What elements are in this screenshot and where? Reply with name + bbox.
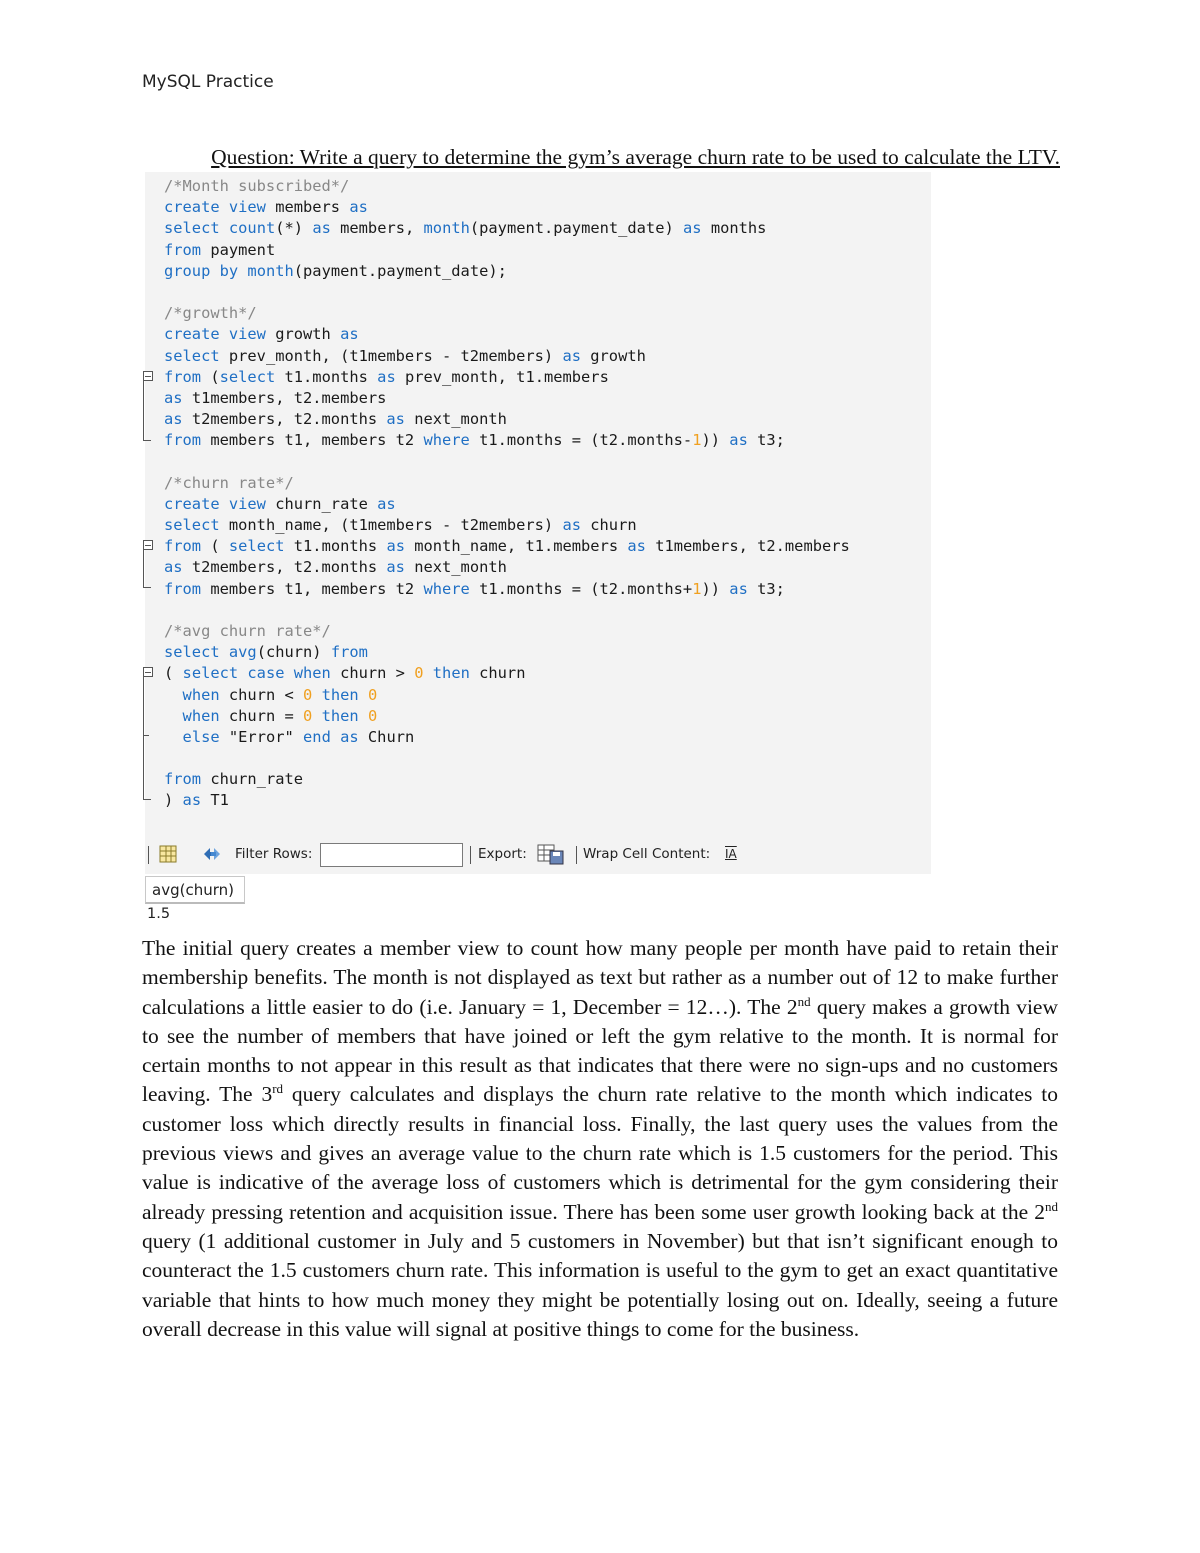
code-line[interactable]: [164, 261, 850, 282]
code-token: then: [432, 664, 470, 683]
code-token: select: [164, 643, 220, 662]
code-token: t1members, t2.members: [182, 388, 387, 407]
code-token: [164, 707, 183, 725]
code-token: /*Month subscribed*/: [164, 177, 350, 195]
filter-rows-label: Filter Rows:: [235, 846, 313, 862]
code-line[interactable]: [164, 727, 850, 748]
wrap-cell-content-icon[interactable]: IA: [725, 847, 737, 861]
code-token: as: [683, 219, 702, 238]
code-token: as: [182, 791, 202, 810]
code-line[interactable]: [164, 557, 850, 578]
code-token: T1: [201, 791, 229, 810]
code-token: select: [219, 367, 276, 386]
code-token: 0: [367, 706, 378, 725]
code-token: [164, 686, 183, 704]
code-token: t1members, t2.members: [645, 537, 850, 556]
wrap-cell-content-label: Wrap Cell Content:: [583, 846, 711, 862]
code-token: 0: [414, 664, 424, 683]
code-line[interactable]: [164, 600, 850, 621]
code-token: next_month: [404, 410, 507, 429]
code-token: then: [321, 685, 359, 704]
code-line[interactable]: [164, 388, 850, 409]
code-token: when: [182, 685, 220, 704]
code-token: create view: [164, 325, 266, 344]
code-line[interactable]: [164, 473, 850, 494]
code-token: churn_rate: [265, 494, 378, 513]
code-token: else: [182, 727, 220, 746]
code-token: as: [729, 579, 748, 598]
code-token: 0: [303, 685, 313, 704]
code-token: growth: [581, 346, 646, 365]
paragraph-text: query calculates and displays the churn rate relative to the month which indicates to customer loss which directly results in financial loss. Finally, the last query uses the values from the previous views and gives an average value to the churn rate which is 1.5 customers for the period. This value is indicative of the average loss of customers which is detrimental for the gym considering their already pressing retention and acquisition issue. There has been some user growth looking back at the 2: [142, 1082, 1059, 1224]
code-token: prev_month, (t1members - t2members): [219, 346, 563, 365]
toolbar-separator: [470, 846, 471, 864]
code-token: month: [247, 261, 294, 280]
code-token: 0: [303, 706, 313, 725]
code-token: month_name, t1.members: [404, 537, 628, 556]
code-token: (*): [275, 219, 313, 238]
code-token: as: [164, 558, 183, 577]
code-token: months: [701, 219, 767, 238]
fold-toggle-icon[interactable]: [143, 667, 153, 677]
fold-guide: [143, 550, 154, 587]
code-token: churn_rate: [201, 770, 304, 789]
code-line[interactable]: [164, 240, 850, 261]
code-line[interactable]: [164, 515, 850, 536]
code-token: )): [701, 431, 730, 450]
code-token: growth: [265, 325, 341, 344]
code-token: select: [164, 346, 220, 365]
code-token: [312, 686, 321, 704]
code-token: t2members, t2.months: [182, 558, 387, 577]
code-token: as: [377, 494, 396, 513]
code-token: as: [340, 325, 359, 344]
code-line[interactable]: [164, 303, 850, 324]
code-token: members,: [330, 219, 424, 238]
export-label: Export:: [478, 846, 527, 862]
code-line[interactable]: [164, 197, 850, 218]
ordinal-suffix: nd: [797, 993, 811, 1009]
code-token: churn: [581, 516, 637, 534]
code-token: Churn: [358, 727, 415, 746]
filter-rows-input[interactable]: [320, 843, 463, 867]
code-token: where: [423, 431, 470, 450]
code-line[interactable]: [164, 748, 850, 769]
code-token: as: [312, 219, 331, 238]
fold-guide: [143, 677, 154, 799]
code-token: churn: [469, 664, 526, 683]
result-grid-icon[interactable]: [159, 834, 177, 874]
code-token: (: [201, 367, 220, 386]
code-line[interactable]: [164, 536, 850, 557]
code-line[interactable]: [164, 642, 850, 663]
code-token: [220, 219, 229, 237]
fold-toggle-icon[interactable]: [143, 371, 153, 381]
code-token: create view: [164, 494, 266, 513]
code-token: (: [164, 664, 183, 683]
code-token: as: [349, 198, 368, 217]
fold-mid-marker: [143, 735, 149, 736]
code-line[interactable]: [164, 706, 850, 727]
code-token: as: [729, 431, 748, 450]
code-token: /*growth*/: [164, 304, 257, 323]
document-header: MySQL Practice: [142, 72, 274, 92]
code-line[interactable]: [164, 685, 850, 706]
code-token: t3;: [747, 431, 785, 450]
result-column-header[interactable]: avg(churn): [145, 876, 245, 904]
code-token: 1: [692, 431, 702, 450]
code-line[interactable]: [164, 367, 850, 388]
code-line[interactable]: [164, 409, 850, 430]
code-token: month: [423, 219, 470, 238]
code-token: t1.months: [275, 367, 378, 386]
fold-guide: [143, 381, 154, 440]
code-token: members t1, members t2: [201, 579, 424, 598]
code-token: [424, 664, 433, 682]
code-line[interactable]: [164, 494, 850, 515]
code-token: as: [386, 558, 405, 577]
code-token: (churn): [256, 643, 331, 662]
code-token: (payment.payment_date): [469, 219, 683, 238]
code-token: t3;: [747, 579, 785, 598]
code-line[interactable]: [164, 769, 850, 790]
ordinal-suffix: nd: [1045, 1198, 1058, 1214]
code-token: [312, 707, 321, 725]
code-line[interactable]: [164, 218, 850, 239]
code-token: from: [330, 643, 368, 662]
code-token: select: [164, 516, 220, 534]
code-token: t1.months = (t2.months+: [469, 579, 693, 598]
fold-end-marker: [143, 440, 151, 441]
code-line[interactable]: [164, 430, 850, 451]
code-token: select case when: [182, 664, 331, 683]
code-token: from: [164, 770, 202, 789]
refresh-icon[interactable]: [201, 834, 223, 874]
code-token: [359, 707, 368, 725]
code-token: [164, 728, 183, 746]
code-line[interactable]: [164, 282, 850, 303]
code-token: select: [164, 219, 220, 238]
code-token: [359, 686, 368, 704]
code-token: from: [164, 537, 202, 556]
code-token: as: [164, 388, 183, 407]
code-token: select: [228, 537, 285, 556]
fold-toggle-icon[interactable]: [143, 540, 153, 550]
toolbar-separator: [576, 846, 577, 864]
code-token: churn <: [219, 685, 304, 704]
code-token: /*avg churn rate*/: [164, 621, 331, 640]
code-token: count: [228, 219, 276, 238]
result-toolbar: [145, 834, 931, 874]
code-token: from: [164, 367, 202, 386]
code-token: (: [201, 537, 229, 556]
code-line[interactable]: [164, 176, 850, 197]
code-token: members t1, members t2: [201, 431, 424, 450]
question-text: Question: Write a query to determine the gym’s average churn rate to be used to calculate the LTV.: [211, 145, 1060, 169]
code-line[interactable]: [164, 451, 850, 472]
code-token: churn =: [219, 706, 304, 725]
code-token: ): [164, 791, 183, 810]
code-token: avg: [228, 643, 257, 662]
code-line[interactable]: [164, 790, 850, 811]
code-token: where: [423, 579, 470, 598]
code-token: (payment.payment_date);: [293, 261, 507, 280]
code-token: end as: [303, 727, 359, 746]
explanation-paragraph: [142, 934, 1058, 1344]
code-token: )): [701, 579, 730, 598]
code-token: group by: [164, 261, 239, 280]
code-token: when: [182, 706, 220, 725]
code-token: 1: [692, 579, 702, 598]
fold-end-marker: [143, 799, 151, 800]
code-token: 0: [367, 685, 378, 704]
code-token: as: [627, 537, 646, 556]
code-token: /*churn rate*/: [164, 473, 294, 492]
code-token: as: [386, 537, 405, 556]
code-line[interactable]: [164, 621, 850, 642]
toolbar-separator: [148, 846, 149, 864]
code-token: as: [377, 367, 396, 386]
code-line[interactable]: [164, 663, 850, 684]
code-token: from: [164, 579, 202, 598]
code-token: members: [265, 198, 350, 217]
paragraph-text: query makes a growth view to see the number of members that have joined or left the gym relative to the month. It is normal for certain months to not appear in this result as that indicates that there were no sign-ups and no customers leaving. The 3: [142, 994, 1058, 1107]
code-line[interactable]: [164, 324, 850, 345]
code-token: month_name, (t1members - t2members): [219, 516, 563, 534]
code-token: payment: [201, 240, 276, 259]
code-token: from: [164, 431, 202, 450]
paragraph-text: query (1 additional customer in July and 5 customers in November) but that isn’t significant enough to counteract the 1.5 customers churn rate. This information is useful to the gym to get an exact quantitative variable that hints to how much money they might be potentially losing out on. Ideally, seeing a future overall decrease in this value will signal at positive things to come for the business.: [142, 1228, 1058, 1341]
code-token: prev_month, t1.members: [395, 367, 609, 386]
code-token: from: [164, 240, 202, 259]
code-token: as: [386, 410, 405, 429]
ordinal-suffix: rd: [272, 1081, 284, 1097]
code-token: t2members, t2.months: [182, 410, 387, 429]
export-icon[interactable]: [537, 834, 565, 874]
code-token: t1.months = (t2.months-: [469, 431, 693, 450]
code-token: as: [562, 346, 581, 365]
code-token: churn >: [330, 664, 415, 683]
code-token: [220, 643, 229, 661]
code-token: as: [164, 410, 183, 429]
code-token: then: [321, 706, 359, 725]
paragraph-text: The initial query creates a member view to count how many people per month have paid to retain their membership benefits. The month is not displayed as text but rather as a number out of 12 to make further calculations a little easier to do (i.e. January = 1, December = 12…). The 2: [142, 936, 1058, 1019]
code-line[interactable]: [164, 579, 850, 600]
code-token: t1.months: [284, 537, 387, 556]
code-token: next_month: [404, 558, 507, 577]
code-line[interactable]: [164, 346, 850, 367]
result-cell-value[interactable]: 1.5: [147, 906, 171, 922]
code-token: "Error": [219, 727, 304, 746]
fold-end-marker: [143, 587, 151, 588]
code-token: as: [562, 516, 581, 534]
code-token: create view: [164, 198, 266, 217]
sql-code[interactable]: [164, 176, 850, 812]
